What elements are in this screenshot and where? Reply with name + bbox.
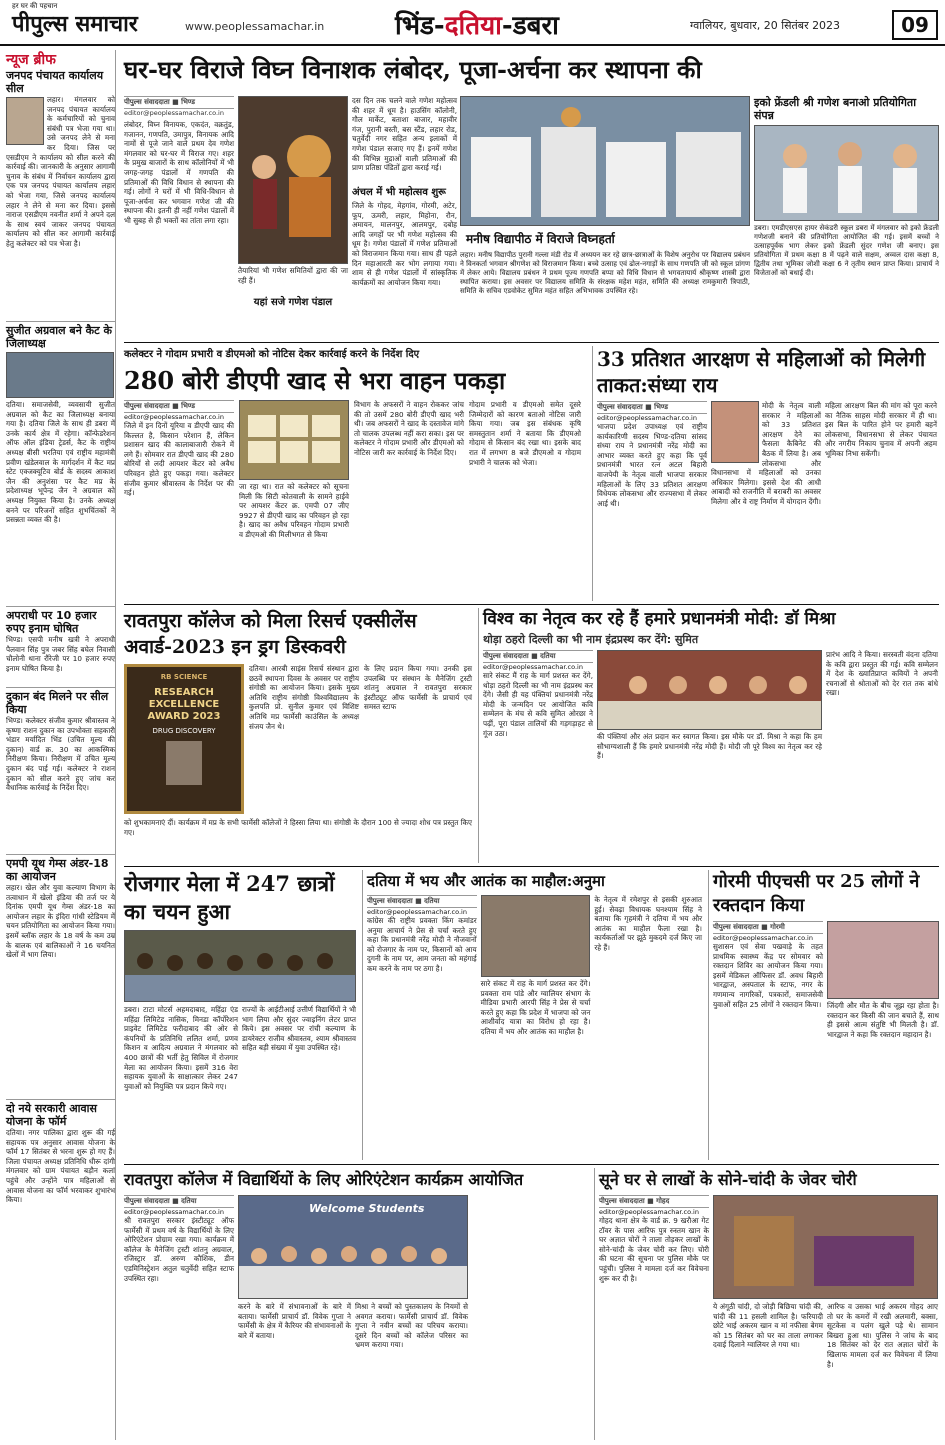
women-email: editor@peoplessamachar.co.in <box>597 414 697 422</box>
brief-headline-5: एमपी यूथ गेम्स अंडर-18 का आयोजन <box>6 854 115 883</box>
welcome-banner: Welcome Students <box>309 1202 425 1215</box>
modi-byline: पीपुल्स संवाददाता ■ दतिया <box>483 650 593 663</box>
theft-story <box>594 1168 939 1440</box>
award-title: RESEARCH EXCELLENCE AWARD 2023 <box>147 687 221 722</box>
brief-text-4: भिण्ड। कलेक्टर संजीव कुमार श्रीवास्तव ने कृष्णा राशन दुकान का उपभोक्ता सहकारी भंडार मर्यादित भिंड (उचित मूल्य की दुकान) वार्ड क्र. 30 का आकस्मिक निरीक्षण किया। निरीक्षण में उचित मूल्य दुकान बंद पाई गई। कलेक्टर ने राशन दुकान को सील करने हुए जांच कर वैधानिक कार्रवाई के निर्देश दिए। <box>6 716 115 793</box>
rojgar-photo <box>124 930 356 1002</box>
theft-text-1: गोहद थाना क्षेत्र के वार्ड क्र. 9 खरौआ गेट टॉवर के पास आरिफ पुत्र रुस्तम खान के घर अज्ञात चोरों ने ताला तोड़कर लाखों के सोने-चांदी के जेवर चोरी कर लिए। चोरी की घटना की सूचना पर पुलिस मौके पर पहुंची। पुलिस ने मामला दर्ज कर विवेचना शुरू कर दी है। <box>599 1216 709 1283</box>
brand-name: पीपुल्स समाचार <box>12 11 138 37</box>
gormi-email: editor@peoplessamachar.co.in <box>713 934 813 942</box>
dateline: ग्वालियर, बुधवार, 20 सितंबर 2023 <box>690 19 841 32</box>
lead-column-3-lower <box>352 186 457 338</box>
gormi-story <box>708 870 939 1160</box>
brand-tagline: हर घर की पहचान <box>12 2 58 10</box>
orientation-photo <box>238 1195 468 1299</box>
press-conference-photo <box>481 895 591 977</box>
award-text-2: के लिए प्रदान किया गया। उनकी इस उपलब्धि पर संस्थान के मैनेजिंग ट्रस्टी शांतनु अग्रवाल ने रावतपुरा सरकार इंस्टीट्यूट ऑफ फार्मेसी के प्राचार्य एवं समस्त स्टाफ <box>364 664 472 712</box>
lead-column-1 <box>124 96 234 338</box>
gormi-text-2: जिंदगी और मौत के बीच जूझ रहा होता है। रक्तदान कर किसी की जान बचाते हैं, साथ ही इससे आत्म संतुष्टि भी मिलती है। डॉ. भारद्वाज ने कहा कि रक्तदान महादान है। <box>827 1001 939 1039</box>
ganesh-photo-art <box>239 97 347 263</box>
modi-headline: विश्व का नेतृत्व कर रहे हैं हमारे प्रधानमंत्री मोदी: डॉ मिश्रा <box>483 609 836 629</box>
dap-kicker: कलेक्टर ने गोदाम प्रभारी व डीएमओ को नोटिस देकर कार्रवाई करने के निर्देश दिए <box>124 349 420 360</box>
dap-truck-photo <box>239 400 349 480</box>
women-text-1: भाजपा प्रदेश उपाध्यक्ष एवं राष्ट्रीय कार्यकारिणी सदस्य भिण्ड-दतिया सांसद संध्या राय ने प्रधानमंत्री नरेंद्र मोदी का आभार व्यक्त करते हुए कहा कि पूर्व प्रधानमंत्री भारत रत्न अटल बिहारी वाजपेयी के नेतृत्व वाली भाजपा सरकार महिलाओं के लिए 33 प्रतिशत आरक्षण विधेयक लोकसभा और राज्यसभा में लेकर आई थी। <box>597 422 707 508</box>
school-photo-art <box>461 97 749 225</box>
award-story <box>124 608 472 863</box>
rojgar-headline: रोजगार मेला में 247 छात्रों का चयन हुआ <box>124 871 335 924</box>
website-link[interactable]: www.peoplessamachar.in <box>185 20 325 33</box>
dap-byline: पीपुल्स संवाददाता ■ भिण्ड <box>124 400 234 413</box>
brief-text-3: भिण्ड। एसपी मनीष खत्री ने अपराधी पैलवान सिंह पुत्र जबर सिंह बघेल निवासी चौलोनी थाना रौंरेजी पर 10 हजार रुपए इनाम घोषित किया है। <box>6 635 115 673</box>
dap-story <box>124 346 586 601</box>
award-brand: RB SCIENCE <box>160 673 208 681</box>
masthead <box>0 0 945 46</box>
women-reservation-story <box>592 346 939 601</box>
datia-story <box>362 870 702 1160</box>
kavi-sammelan-photo <box>597 650 822 730</box>
orientation-story <box>124 1168 588 1440</box>
ganesh-pandal-photo <box>238 96 348 264</box>
brief-text-2: दतिया। समाजसेवी, व्यवसायी सुजीत अग्रवाल को कैट का जिलाध्यक्ष बनाया गया है। दतिया जिले के साथ ही डबरा में उनके कार्य क्षेत्र में रहेगा। कॉन्फेडरेशन ऑफ ऑल इंडिया ट्रेडर्स, कैट के राष्ट्रीय अध्यक्ष बीसी भरतिया एवं राष्ट्रीय महामंत्री प्रवीण खंडेलवाल के मार्गदर्शन में कैट मप्र स्टेट एक्जक्यूटिव बोर्ड के सदस्य आकाश जैन की अनुशंसा पर कैट मप्र के प्रदेशाध्यक्ष भूपेन्द्र जैन ने अग्रवाल को अध्यक्ष नियुक्त किया है। उनके अध्यक्ष बनने पर परिजनों सहित शुभचिंतकों ने प्रसन्नता व्यक्त की है। <box>6 400 115 525</box>
rojgar-text-1: डबरा। टाटा मोटर्स अहमदाबाद, महिंद्रा एंड महिंद्रा लिमिटेड नासिक, मिनडा कॉर्पोरेशन प्राइवेट लिमिटेड फरीदाबाद की ओर से कंपनियों के प्रतिनिधि ललित शर्मा, प्रणव किशन व आदित्य अग्रवाल ने मंगलवार को 400 छात्रों की भर्ती हेतु सिविल में रोजगार मेला का आयोजन किया। इसमें 316 वेरा सहायक युवाओं के साक्षात्कार लेकर 247 युवाओं को नियुक्ति पत्र प्रदान किये गए। <box>124 1005 238 1091</box>
dap-email: editor@peoplessamachar.co.in <box>124 413 224 421</box>
brief-text-6: दतिया। नगर पालिका द्वारा शुरू की गई सहायक पत्र अनुसार आवास योजना के फॉर्म 17 सितंबर से भरना शुरू हो गए हैं। जिला पंचायत अध्यक्ष प्रतिनिधि धीरू दांगी मंगलवार को ग्राम पंचायत बड़ौन कलां पहुंचे और उन्होंने पात्र महिलाओं से आवास योजना का फॉर्म भरवाकर शुभारंभ किया। <box>6 1128 115 1205</box>
dap-text-3: विभाग के अफसरों ने वाहन रोककर जांच की तो उसमें 280 बोरी डीएपी खाद भरी थी। जब अफसरों ने खाद के दस्तावेज मांगे तो चालक उपलब्ध नहीं करा सका। इस पर कलेक्टर ने गोदाम प्रभारी और डीएमओ को नोटिस जारी कर कार्रवाई के निर्देश दिए। <box>354 400 464 457</box>
newspaper-logo <box>12 2 138 38</box>
news-brief-column <box>6 50 116 1440</box>
section-part-1: भिंड- <box>395 11 445 41</box>
school-story <box>460 96 750 338</box>
lead-column-2 <box>238 96 348 338</box>
lead-email: editor@peoplessamachar.co.in <box>124 109 224 117</box>
brief-text-1: लहार। मंगलवार को जनपद पंचायत कार्यालय के कर्मचारियों को चुनाव संबंधी पत्र भेजा गया था। उसे जनपद लेने से मना कर दिया। जिस पर एसडीएम ने कार्यालय को सील करने की कार्रवाई की। जानकारी के अनुसार आगामी चुनाव के संबंध में निर्वाचन कार्यालय द्वारा एक पत्र जनपद पंचायत कार्यालय लहार को भेजा गया, जिसे जनपद कार्यालय लहार ने लेने से मना कर दिया। इससे नाराज एसडीएम नवनीत शर्मा ने अपने दल के साथ स्वयं जाकर जनपद पंचायत कार्यालय को सील कर आगामी कार्रवाई हेतु कलेक्टर को पत्र भेजा है। <box>6 95 115 248</box>
orientation-text-2: मिश्रा ने बच्चों को पुस्तकालय के नियमों से अवगत कराया। फार्मेसी प्राचार्य डॉ. विवेक गुप्ता ने नवीन बच्चों का परिचय कराया। दूसरे दिन बच्चों को कॉलेज परिसर का भ्रमण कराया गया। <box>355 1302 468 1350</box>
award-text-3: को शुभकामनाएं दीं। कार्यक्रम में मप्र के सभी फार्मेसी कॉलेजों ने हिस्सा लिया था। संगोष्ठी के दौरान 100 से ज्यादा शोध पत्र प्रस्तुत किए गए। <box>124 818 472 837</box>
lead-text-3: जिले के गोहद, मेहगांव, गोरमी, अटेर, फूप, ऊमरी, लहार, मिहोना, रौन, अमायन, मालनपुर, आलमपुर, दबोह आदि जगहों पर भी गणेश महोत्सव की धूम है। गणेश पंडालों में गणेश प्रतिमाओं को विराजमान किया गया। साथ ही पहले दिन महाआरती कर भोग लगाया गया। शाम से ही गणेश पंडालों में सांस्कृतिक कार्यक्रमों का आयोजन किया गया। <box>352 201 457 287</box>
modi-story <box>478 608 939 863</box>
theft-headline: सूने घर से लाखों के सोने-चांदी के जेवर चोरी <box>599 1170 857 1189</box>
school-ganesh-photo <box>460 96 750 226</box>
section-title <box>395 6 559 42</box>
gormi-byline: पीपुल्स संवाददाता ■ गोरमी <box>713 921 823 934</box>
section-part-3: -डबरा <box>501 11 559 41</box>
sandhya-rai-photo <box>711 401 759 463</box>
theft-room-photo <box>713 1195 938 1299</box>
datia-email: editor@peoplessamachar.co.in <box>367 908 467 916</box>
datia-text-2: सारे संकट में राह के मार्ग प्रशस्त कर देंगे। प्रवक्ता राम पांडे और ग्वालियर संभाग के मीडिया प्रभारी आरपी सिंह ने प्रेस से चर्चा करते हुए कहा कि प्रदेश में भाजपा को जन आशीर्वाद यात्रा का विरोध हो रहा है। दतिया में भय और आतंक का माहौल है। <box>480 979 591 1036</box>
brief-headline-2: सुजीत अग्रवाल बने कैट के जिलाध्यक्ष <box>6 321 115 350</box>
lead-subhead: अंचल में भी महोत्सव शुरू <box>352 187 446 198</box>
brief-label: न्यूज ब्रीफ <box>6 52 56 68</box>
school-text: लहार। मनीष विद्यापीठ पुरानी गल्ला मंडी रोड में अध्ययन कर रहे छात्र-छात्राओं के विशेष अनुरोध पर विद्यालय प्रबंधन ने विनकर्ता भगवान श्रीगणेश को विराजमान किया। बच्चे उत्साह एवं ढोल-नगाड़ों के साथ गणपति जी को स्कूल प्रांगण में लेकर आये। विद्यालय प्रबंधन ने प्रथम पूज्य गणपति बप्पा को विधि विधान से भगवतायार्य श्रीकृष्ण शास्त्री द्वारा स्थापित कराया। इस अवसर पर विद्यालय समिति के संरक्षक महेश महंत, समिति की अध्यक्ष रामकुमारी त्रिपाठी, समिति के सचिव एडवोकेट सुमित महंत सहित अभिभावक उपस्थित रहे। <box>460 251 751 295</box>
rojgar-text-2: राज्यों के आईटीआई उत्तीर्ण विद्यार्थियों ने भी भाग लिया और सुंदर ज्वाइनिंग लेटर प्राप्त किये। इस अवसर पर रांची कल्याण के डायरेक्टर राजीव श्रीवास्तव, श्याम श्रीवास्तव सहित बड़ी संख्या में युवा उपस्थित रहे। <box>242 1005 356 1053</box>
brief-headline-1: जनपद पंचायत कार्यालय सील <box>6 69 104 95</box>
modi-email: editor@peoplessamachar.co.in <box>483 663 583 671</box>
dap-headline: 280 बोरी डीएपी खाद से भरा वाहन पकड़ा <box>124 366 506 395</box>
eco-story <box>754 96 939 338</box>
lead-byline: पीपुल्स संवाददाता ■ भिण्ड <box>124 96 234 109</box>
theft-text-2: ये अंगूठी चांदी, दो जोड़ी बिछिया चांदी की, चांदी की 11 हसली शामिल है। फरियादी छोटे भाई अकरम खान व मां नफीसा बेगम को 15 सितंबर को घर का ताला लगाकर दवाई दिलाने ग्वालियर ले गया था। <box>713 1302 823 1350</box>
eco-photo-art <box>755 126 938 220</box>
lead-photo-caption: यहां सजे गणेश पंडाल <box>253 297 333 308</box>
dap-text-2: जा रहा था। रात को कलेक्टर को सूचना मिली कि सिटी कोतवाली के सामने हाईवे पर आयशर केंटर क्र. एमपी 07 जीए 9927 से डीएपी खाद का परिवहन हो रहा है। खाद का अवैध परिवहन गोदाम प्रभारी व डीएमओ की मिलीभगत से किया <box>239 482 349 539</box>
brief-text-5: लहार। खेल और युवा कल्याण विभाग के तत्वाधान में खेलो इंडिया की तर्ज पर ये दिनांक एमपी यूथ गेम्स अंडर-18 का आयोजन लहार के इंदिरा गांधी स्टेडियम में चयन प्रतियोगिता का आयोजन किया गया। इसमें ब्लॉक लहार के 18 वर्ष के कम उम्र के बालक एवं बालिकाओं ने 16 चयनित खेलों में भाग लिया। <box>6 883 115 960</box>
orientation-text-3: करने के बारे में संभावनाओं के बारे में बताया। फार्मेसी प्राचार्य डॉ. विवेक गुप्ता ने फार्मेसी के क्षेत्र में कैरियर की संभावनाओं के बारे में बताया। <box>238 1302 351 1340</box>
modi-deck: थोड़ा ठहरो दिल्ली का भी नाम इंद्रप्रस्थ कर देंगे: सुमित <box>483 633 699 646</box>
award-headline: रावतपुरा कॉलेज को मिला रिसर्च एक्सीलेंस अवार्ड-2023 इन ड्रग डिस्कवरी <box>124 610 417 658</box>
brief-photo-1 <box>6 97 44 145</box>
photo-note: तैयारियां भी गणेश समितियों द्वारा की जा रही हैं। <box>238 266 348 285</box>
modi-text-1: सारे संकट मैं राह के मार्ग प्रशस्त कर देंगे, थोड़ा ठहरो दिल्ली का भी नाम इंद्रप्रस्थ कर देंगे। जैसी ही यह पंक्तियां प्रधानमंत्री नरेंद्र मोदी के जन्मदिन पर आयोजित कवि सम्मेलन के मंच से कवि सुमित ओरछा ने पढ़ीं, पूरा पंडाल तालियों की गड़गड़ाहट से गूंज उठा। <box>483 671 593 738</box>
ransacked-room-art <box>714 1196 937 1298</box>
women-headline: 33 प्रतिशत आरक्षण से महिलाओं को मिलेगी ताकत:संध्या राय <box>597 347 926 397</box>
women-text-2: मोदी के नेतृत्व वाली सरकार ने महिलाओं को 33 प्रतिशत आरक्षण देने का फैसला कैबिनेट की बैठक में लिया है। अब लोकसभा और विधानसभा में महिलाओं को उनका अधिकार मिलेगा। इससे देश की आधी आबादी को राजनीति में बराबरी का अवसर मिलेगा और वे राष्ट्र निर्माण में योगदान देंगी। <box>711 401 821 506</box>
fertilizer-bags-art <box>240 401 348 479</box>
section-part-2: दतिया <box>444 11 502 41</box>
award-subtitle: DRUG DISCOVERY <box>152 727 216 735</box>
rojgar-story <box>124 870 356 1160</box>
datia-text-1: कांग्रेस की राष्ट्रीय प्रवक्ता किंग कमांडर अनुमा आचार्य ने प्रेस से चर्चा करते हुए कहा कि प्रधानमंत्री नरेंद्र मोदी ने नौजवानों को रोजगार के नाम पर, किसानों को आय दुगनी के नाम पर, आम जनता को महंगाई कम करने के नाम पर ठगा है। <box>367 916 477 973</box>
gormi-headline: गोरमी पीएचसी पर 25 लोगों ने रक्तदान किया <box>713 871 920 916</box>
students-photo-art <box>239 1196 467 1298</box>
datia-text-3: के नेतृत्व में रमेशपुर से इसकी शुरुआत हुई। सेवढ़ा विधायक घनश्याम सिंह ने बताया कि गृहमंत्री ने दतिया में भय और आतंक का माहौल फैला रखा है। कार्यकर्ताओं पर झूठे मुकदमे दर्ज किए जा रहे हैं। <box>594 895 703 952</box>
dap-text-1: जिले में इन दिनों यूरिया व डीएपी खाद की किल्लत है, किसान परेशान हैं, लेकिन प्रशासन खाद की कालाबाजारी रोकने में लगे हैं। सोमवार रात डीएपी खाद की 280 बोरियों से लदी आयशर केंटर को अवैध परिवहन होते हुए पकड़ा गया। कलेक्टर संजीव कुमार श्रीवास्तव के निर्देश पर की गई। <box>124 421 234 498</box>
blood-donation-photo <box>827 921 939 999</box>
page-number: 09 <box>892 10 938 40</box>
stage-photo-art <box>598 651 821 729</box>
award-plaque <box>124 664 244 814</box>
brief-headline-3: अपराधी पर 10 हजार रुपए इनाम घोषित <box>6 606 115 635</box>
brief-headline-4: दुकान बंद मिलने पर सील किया <box>6 687 115 716</box>
crowd-photo-art <box>125 931 355 1001</box>
eco-text: डबरा। एमडीएसएस हायर सेकंडरी स्कूल डबरा में मंगलवार को इको फ्रेंडली गणेशजी बनाने की प्रतियोगिता आयोजित की गई। इसमें बच्चों ने उत्साहपूर्वक भाग लेकर इको फ्रेंडली सुंदर गणेश जी बनाए। इस प्रतियोगिता में प्रथम कक्षा 8 में पढ़ने वाले सक्षम, अव्वल दास कक्षा 8, द्वितीय तथा भूमिका जोशी कक्षा 6 ने तृतीय स्थान प्राप्त किया। प्राचार्य ने विजेताओं को बधाई दी। <box>754 224 939 277</box>
women-text-3: महिला आरक्षण बिल की मांग को पूरा करने का नैतिक साहस मोदी सरकार में ही था। इस बिल के पारित होने पर हमारी बहनें लोकसभा, विधानसभा से लेकर पंचायत और नगरीय निकाय चुनाव में अपनी अहम भूमिका निभा सकेंगी। <box>825 401 937 458</box>
datia-headline: दतिया में भय और आतंक का माहौल:अनुमा <box>367 872 605 890</box>
brief-headline-6: दो नये सरकारी आवास योजना के फॉर्म <box>6 1099 115 1128</box>
gormi-text-1: सुशासन एवं सेवा पखवाड़े के तहत प्राथमिक स्वास्थ्य केंद्र पर सोमवार को रक्तदान शिविर का आयोजन किया गया। इसमें मेडिकल ऑफिसर डॉ. अवध बिहारी भारद्वाज, अस्पताल के स्टाफ, नगर के गणमान्य नागरिकों, पत्रकारों, समाजसेवी युवाओं सहित 25 लोगों ने रक्तदान किया। <box>713 942 823 1009</box>
datia-byline: पीपुल्स संवाददाता ■ दतिया <box>367 895 477 908</box>
modi-text-3: प्रारंभ आदि ने किया। सरस्वती वंदना दतिया के कवि द्वारा प्रस्तुत की गई। कवि सम्मेलन में देश के ख्यातिप्राप्त कवियों ने अपनी रचनाओं से श्रोताओं को देर रात तक बांधे रखा। <box>826 650 938 698</box>
theft-byline: पीपुल्स संवाददाता ■ गोहद <box>599 1195 709 1208</box>
award-recipient-photo <box>166 741 202 785</box>
lead-text-2: दस दिन तक चलने वाले गणेश महोत्सव की शहर में धूम है। हाउसिंग कॉलोनी, गौल मार्केट, बताशा बाजार, महावीर गंज, पुरानी बस्ती, बस स्टैंड, लहार रोड, चतुर्वेदी नगर सहित अन्य इलाकों में गणेश पंडाल सजाए गए हैं। इनमें गणेश की विभिन्न मुद्राओं वाली प्रतिमाओं की प्राण प्रतिष्ठा पंडितों द्वारा कराई गई। <box>352 96 457 173</box>
eco-headline: इको फ्रेंडली श्री गणेश बनाओ प्रतियोगिता संपन्न <box>754 96 917 122</box>
women-byline: पीपुल्स संवाददाता ■ भिण्ड <box>597 401 707 414</box>
orientation-headline: रावतपुरा कॉलेज में विद्यार्थियों के लिए ओरिएंटेशन कार्यक्रम आयोजित <box>124 1170 524 1189</box>
dap-text-4: गोदाम प्रभारी व डीएमओ समेत दूसरे जिम्मेदारों को कारण बताओ नोटिस जारी किया गया। जब इस संबंधक कृषि समस्तुतान शर्मा ने बताया कि डीएमओ गोदाम से किसान बंद रखा था। इसके बाद रात में लगभग 8 बजे डीएमओ व गोदाम प्रभारी ने चालक को भेजा। <box>469 400 581 467</box>
brief-photo-2 <box>6 352 114 398</box>
award-text-1: दतिया। आरबी साइंस रिसर्च संस्थान द्वारा छठवें स्थापना दिवस के अवसर पर राष्ट्रीय संगोष्ठी का आयोजन किया। इसके मुख्य अतिथि राष्ट्रीय संगोष्ठी विश्वविद्यालय के कुलपति प्रो. सुनील कुमार एवं विशिष्ट अतिथि मप्र फार्मेसी काउंसिल के अध्यक्ष संजय जैन थे। <box>249 664 359 731</box>
theft-email: editor@peoplessamachar.co.in <box>599 1208 699 1216</box>
lead-text-1: लंबोदर, विघ्न विनायक, एकदंत, वक्रतुंड, गजानन, गणपति, उमापुत्र, विनायक आदि नामों से पूजे जाने वाले प्रथम देव गणेश मंगलवार को घर-घर में विराज गए। शहर के प्रमुख बाजारों के साथ कॉलोनियों में भी जगह-जगह पंडालों में गणपति की प्रतिमाओं की विधि विधान से स्थापना की गई। लोगों ने घरों में भी विधि-विधान से पूजा-अर्चना कर भगवान गणेश जी की स्थापना की। इतनी ही नहीं गणेश पंडालों में भी सुबह से ही भक्तों का तांता लगा रहा। <box>124 120 234 225</box>
eco-photo <box>754 125 939 221</box>
school-caption: मनीष विद्यापीठ में विराजे विघ्नहर्ता <box>466 232 615 246</box>
orientation-text-1: श्री रावतपुरा सरकार इंस्टीट्यूट ऑफ फार्मेसी में प्रथम वर्ष के विद्यार्थियों के लिए ओरिएंटेशन प्रोग्राम रखा गया। कार्यक्रम में कॉलेज के मैनेजिंग ट्रस्टी शांतनु अग्रवाल, रजिस्ट्रार डॉ. अरुण कौशिक, डीन एडमिनिस्ट्रेशन अतुल चतुर्वेदी सहित स्टाफ उपस्थित रहा। <box>124 1216 234 1283</box>
orientation-email: editor@peoplessamachar.co.in <box>124 1208 224 1216</box>
theft-text-3: आरिफ व उसका भाई अकरम गोहद आए तो घर के कमरों में रखी अलमारी, बक्सा, सूटकेस व पलंग खुले पड़े थे। सामान बिखरा हुआ था। पुलिस ने जांच के बाद 18 सितंबर को देर रात अज्ञात चोरों के खिलाफ मामला दर्ज कर विवेचना में लिया है। <box>827 1302 938 1369</box>
lead-headline: घर-घर विराजे विघ्न विनाशक लंबोदर, पूजा-अर्चना कर स्थापना की <box>124 55 702 84</box>
modi-text-2: की पंक्तियां और अंत प्रदान कर स्वागत किया। इस मौके पर डॉ. मिश्रा ने कहा कि हम सौभाग्यशाली हैं कि हमारे प्रधानमंत्री नरेंद्र मोदी हैं। मोदी जी पूरे विश्व का नेतृत्व कर रहे हैं। <box>597 732 822 761</box>
orientation-byline: पीपुल्स संवाददाता ■ दतिया <box>124 1195 234 1208</box>
